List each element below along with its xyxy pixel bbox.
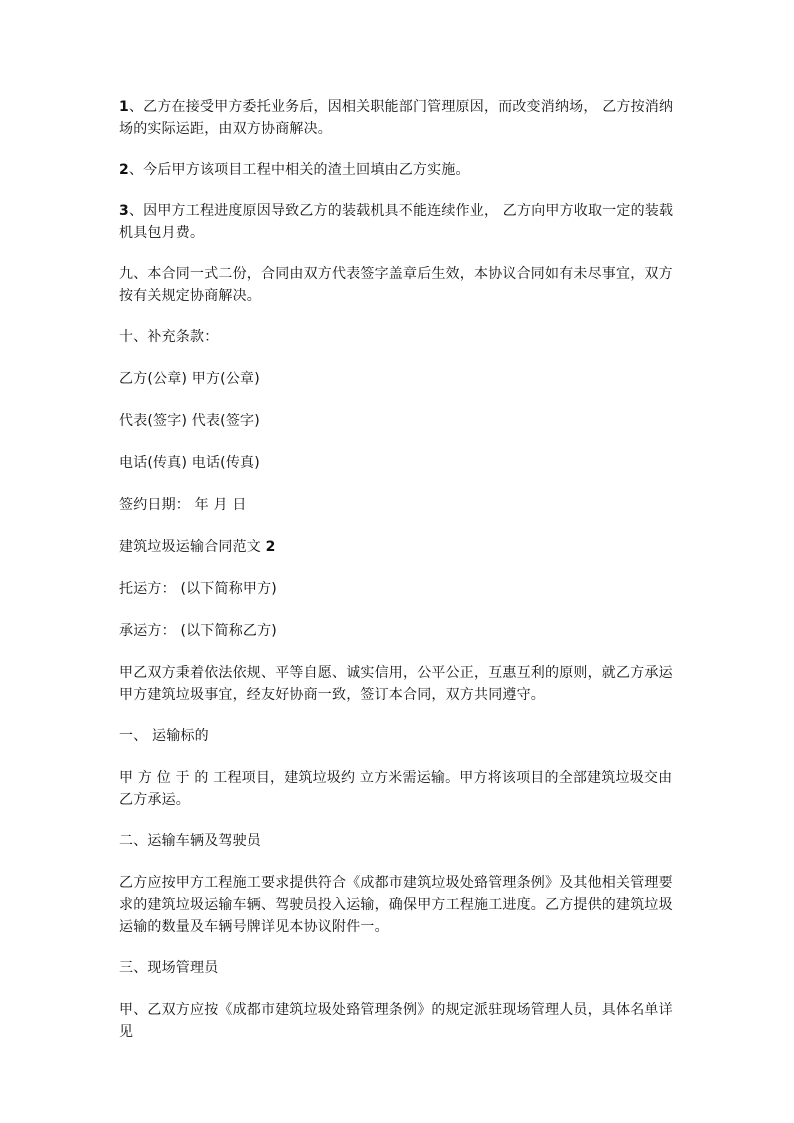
section-2-body: 乙方应按甲方工程施工要求提供符合《成都市建筑垃圾处臵管理条例》及其他相关管理要求的建筑垃圾运输车辆、驾驶员投入运输，确保甲方工程施工进度。乙方提供的建筑垃圾运输的数量及车辆号牌详见本协议附件一。 bbox=[119, 875, 673, 935]
clause-2-number: 2 bbox=[119, 162, 129, 178]
item-10-heading: 十、补充条款： bbox=[119, 329, 219, 345]
clause-2 bbox=[119, 159, 679, 181]
clause-2-text: 、今后甲方该项目工程中相关的渣土回填由乙方实施。 bbox=[128, 162, 470, 178]
section-2-heading: 二、运输车辆及驾驶员 bbox=[119, 833, 261, 849]
signature-phone-line: 电话(传真) 电话(传真) bbox=[119, 455, 260, 471]
signature-representative-line: 代表(签字) 代表(签字) bbox=[119, 413, 260, 429]
carrier-line: 承运方： (以下简称乙方) bbox=[119, 623, 277, 639]
document-body bbox=[119, 96, 679, 1043]
clause-1-number: 1 bbox=[119, 99, 129, 115]
second-template-title-text: 建筑垃圾运输合同范文 bbox=[119, 539, 261, 555]
signing-date-line: 签约日期： 年 月 日 bbox=[119, 497, 247, 513]
section-3-body: 甲、乙双方应按《成都市建筑垃圾处臵管理条例》的规定派驻现场管理人员，具体名单详见 bbox=[119, 1002, 673, 1040]
clause-3-number: 3 bbox=[119, 203, 129, 219]
consignor-line: 托运方： (以下简称甲方) bbox=[119, 581, 277, 597]
section-1-body: 甲 方 位 于 的 工程项目，建筑垃圾约 立方米需运输。甲方将该项目的全部建筑垃圾交由乙方承运。 bbox=[119, 770, 673, 808]
clause-1 bbox=[119, 96, 679, 140]
clause-1-text: 、乙方在接受甲方委托业务后，因相关职能部门管理原因，而改变消纳场， 乙方按消纳场的实际运距，由双方协商解决。 bbox=[119, 99, 674, 137]
item-9-paragraph: 九、本合同一式二份，合同由双方代表签字盖章后生效，本协议合同如有未尽事宜，双方按有关规定协商解决。 bbox=[119, 266, 673, 304]
signature-seal-line: 乙方(公章) 甲方(公章) bbox=[119, 371, 260, 387]
clause-3 bbox=[119, 200, 679, 244]
intro-paragraph: 甲乙双方秉着依法依规、平等自愿、诚实信用，公平公正，互惠互利的原则，就乙方承运甲方建筑垃圾事宜，经友好协商一致，签订本合同，双方共同遵守。 bbox=[119, 665, 673, 703]
section-3-heading: 三、现场管理员 bbox=[119, 960, 219, 976]
second-template-title-number: 2 bbox=[265, 539, 276, 555]
section-1-heading: 一、 运输标的 bbox=[119, 728, 209, 744]
second-template-title bbox=[119, 536, 679, 558]
clause-3-text: 、因甲方工程进度原因导致乙方的装载机具不能连续作业， 乙方向甲方收取一定的装载机具包月费。 bbox=[119, 203, 674, 241]
